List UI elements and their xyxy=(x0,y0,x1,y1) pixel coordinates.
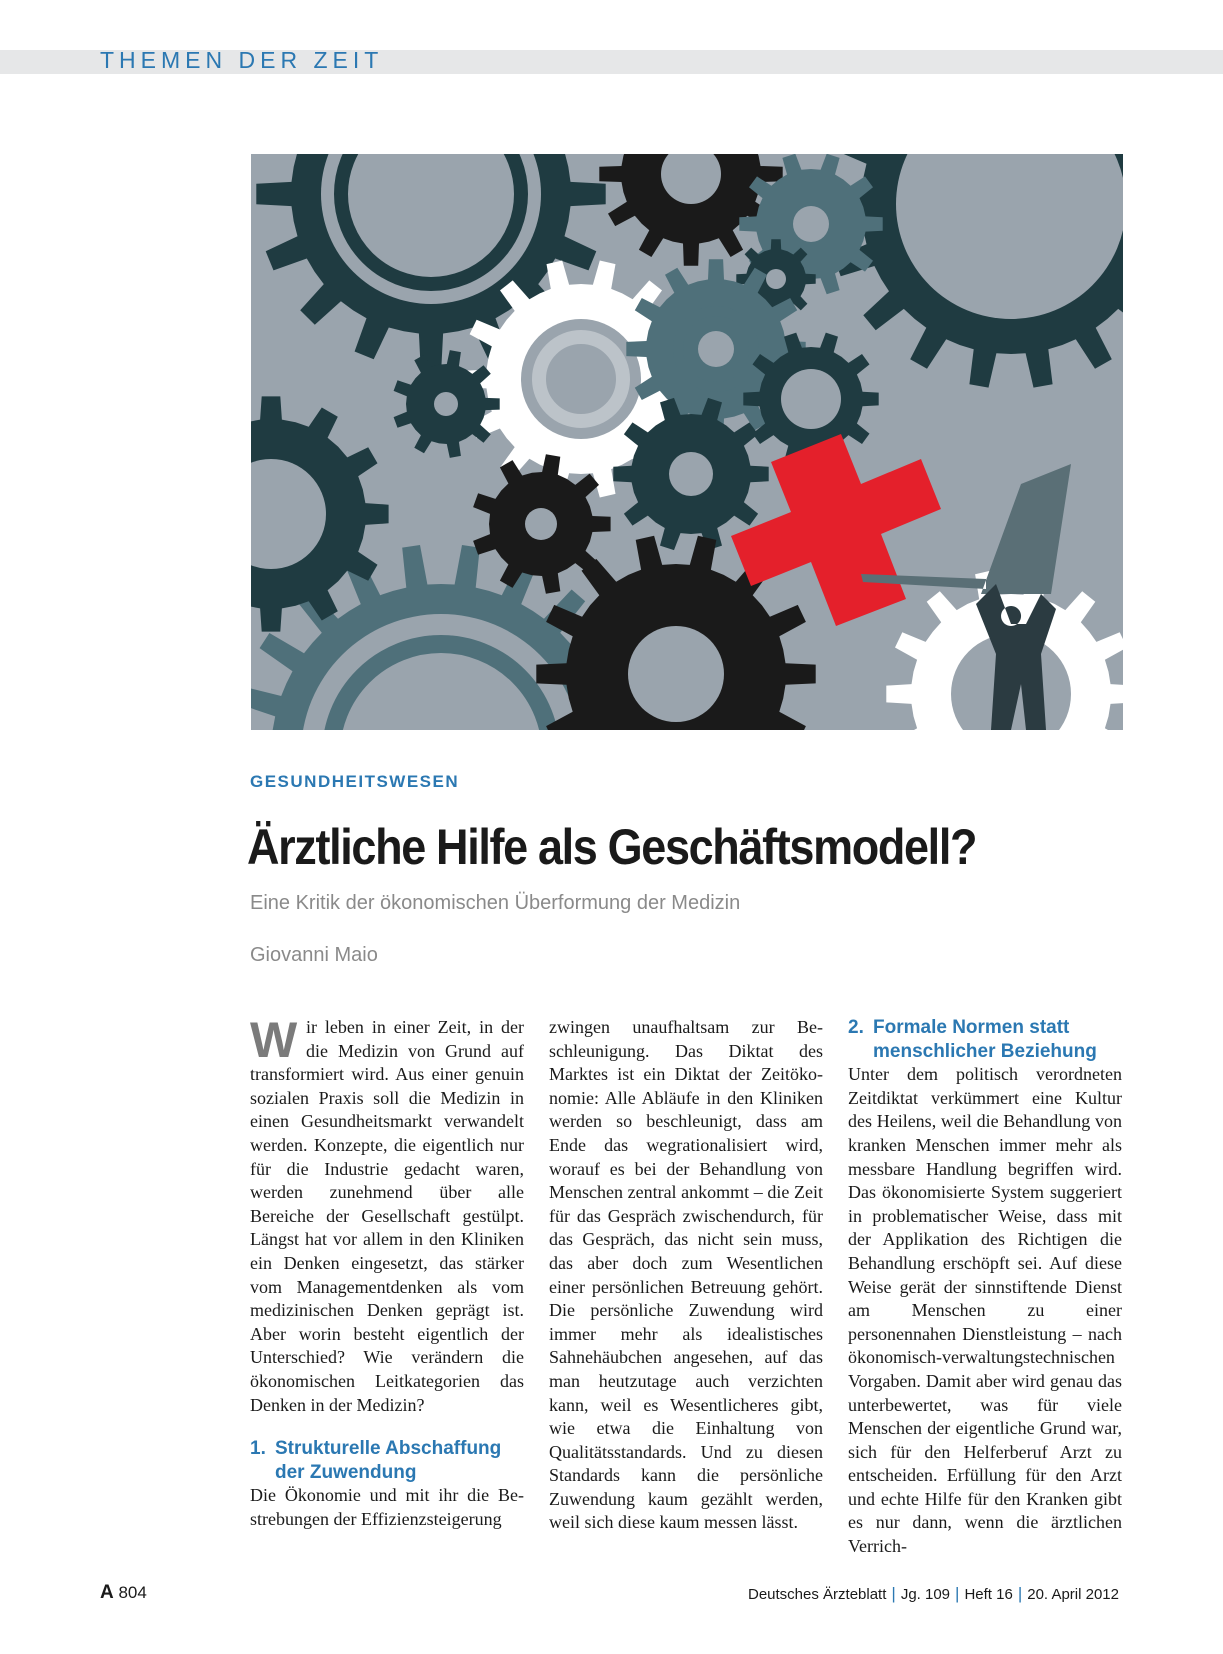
journal-issue: Heft 16 xyxy=(964,1585,1013,1603)
journal-volume: Jg. 109 xyxy=(900,1585,951,1603)
journal-name: Deutsches Ärzteblatt xyxy=(747,1585,887,1603)
section-1-paragraph: Die Ökonomie und mit ihr die Bestrebungen der Effizienzsteigerung xyxy=(250,1485,524,1529)
article-title: Ärztliche Hilfe als Geschäftsmodell? xyxy=(247,819,977,875)
section-label: THEMEN DER ZEIT xyxy=(100,47,384,73)
section-2-number: 2. xyxy=(848,1017,864,1038)
column-3-paragraph: Unter dem politisch verordneten Zeitdiktat verkümmert eine Kultur des Heilens, weil die Behandlung von kranken Menschen immer mehr als messbare Handlung begriffen wird. Das ökonomisierte System suggeriert in problematischer Weise, dass mit der Applikation des Richtigen die Behandlung erschöpft sei. Auf diese Weise gerät der sinnstiftende Dienst am Menschen zu einer personennahen Dienstleistung – nach ökonomisch-verwaltungstechnischen Vorgaben. Damit aber wird genau das unterbewertet, was für viele Menschen der eigentliche Grund war, sich für den Helferberuf Arzt zu entscheiden. Erfüllung für den Arzt und echte Hilfe für den Kranken gibt es nur dann, wenn die ärztlichen Verrich- xyxy=(848,1064,1122,1557)
column-2-paragraph: zwingen unaufhaltsam zur Beschleunigung. Das Diktat des Marktes ist ein Diktat der Zeitökonomie: Alle Abläufe in den Kliniken werden so beschleunigt, dass am Ende das wegrationalisiert wird, worauf es bei der Behandlung von Menschen zentral ankommt – die Zeit für das Gespräch zwischendurch, für das Gespräch, das nicht sein muss, das aber doch zum Wesentlichen einer persönlichen Betreuung gehört. Die persönliche Zuwendung wird immer mehr als idealistisches Sahnehäubchen angesehen, auf das man heutzutage auch verzichten kann, weil es Wesentlicheres gibt, wie etwa die Einhaltung von Qualitätsstandards. Und zu diesen Standards kann die persönliche Zuwendung kaum gezählt werden, weil sich diese kaum messen lässt. xyxy=(549,1017,823,1533)
article-kicker: GESUNDHEITSWESEN xyxy=(250,772,460,791)
column-2 xyxy=(549,1016,823,1535)
article-author: Giovanni Maio xyxy=(250,944,378,966)
column-3 xyxy=(848,1016,1122,1559)
page-number-value: 804 xyxy=(118,1583,147,1602)
hero-illustration xyxy=(251,154,1123,730)
footer-divider: | xyxy=(891,1584,896,1603)
intro-text: ir leben in einer Zeit, in der die Medizin von Grund auf transformiert wird. Aus einer genuin sozialen Praxis soll die Medizin in einen Gesundheitsmarkt verwandelt werden. Konzepte, die eigentlich nur für die Industrie gedacht waren, werden zunehmend über alle Bereiche der Gesellschaft gestülpt. Längst hat vor allem in den Kliniken ein Denken eingesetzt, das stärker vom Managementdenken als vom medizinischen Denken geprägt ist. Aber worin besteht eigentlich der Unterschied? Wie verändern die ökonomischen Leitkategorien das Denken in der Medizin? xyxy=(250,1017,524,1415)
footer-divider: | xyxy=(955,1584,960,1603)
intro-paragraph xyxy=(250,1012,524,1417)
section-2-title: Formale Normen statt menschlicher Beziehung xyxy=(873,1017,1097,1062)
section-1-number: 1. xyxy=(250,1438,266,1460)
drop-cap: W xyxy=(250,1012,298,1068)
page-prefix: A xyxy=(100,1582,114,1603)
section-1-heading xyxy=(250,1437,524,1484)
footer-divider: | xyxy=(1017,1584,1023,1603)
page-number xyxy=(100,1582,147,1604)
section-2-heading xyxy=(848,1016,1122,1063)
column-1 xyxy=(250,1012,524,1531)
section-1-title: Strukturelle Abschaffung der Zuwendung xyxy=(275,1438,502,1483)
journal-footer xyxy=(748,1584,1119,1604)
article-subtitle: Eine Kritik der ökonomischen Überformung der Medizin xyxy=(250,892,741,914)
journal-date: 20. April 2012 xyxy=(1027,1585,1119,1603)
